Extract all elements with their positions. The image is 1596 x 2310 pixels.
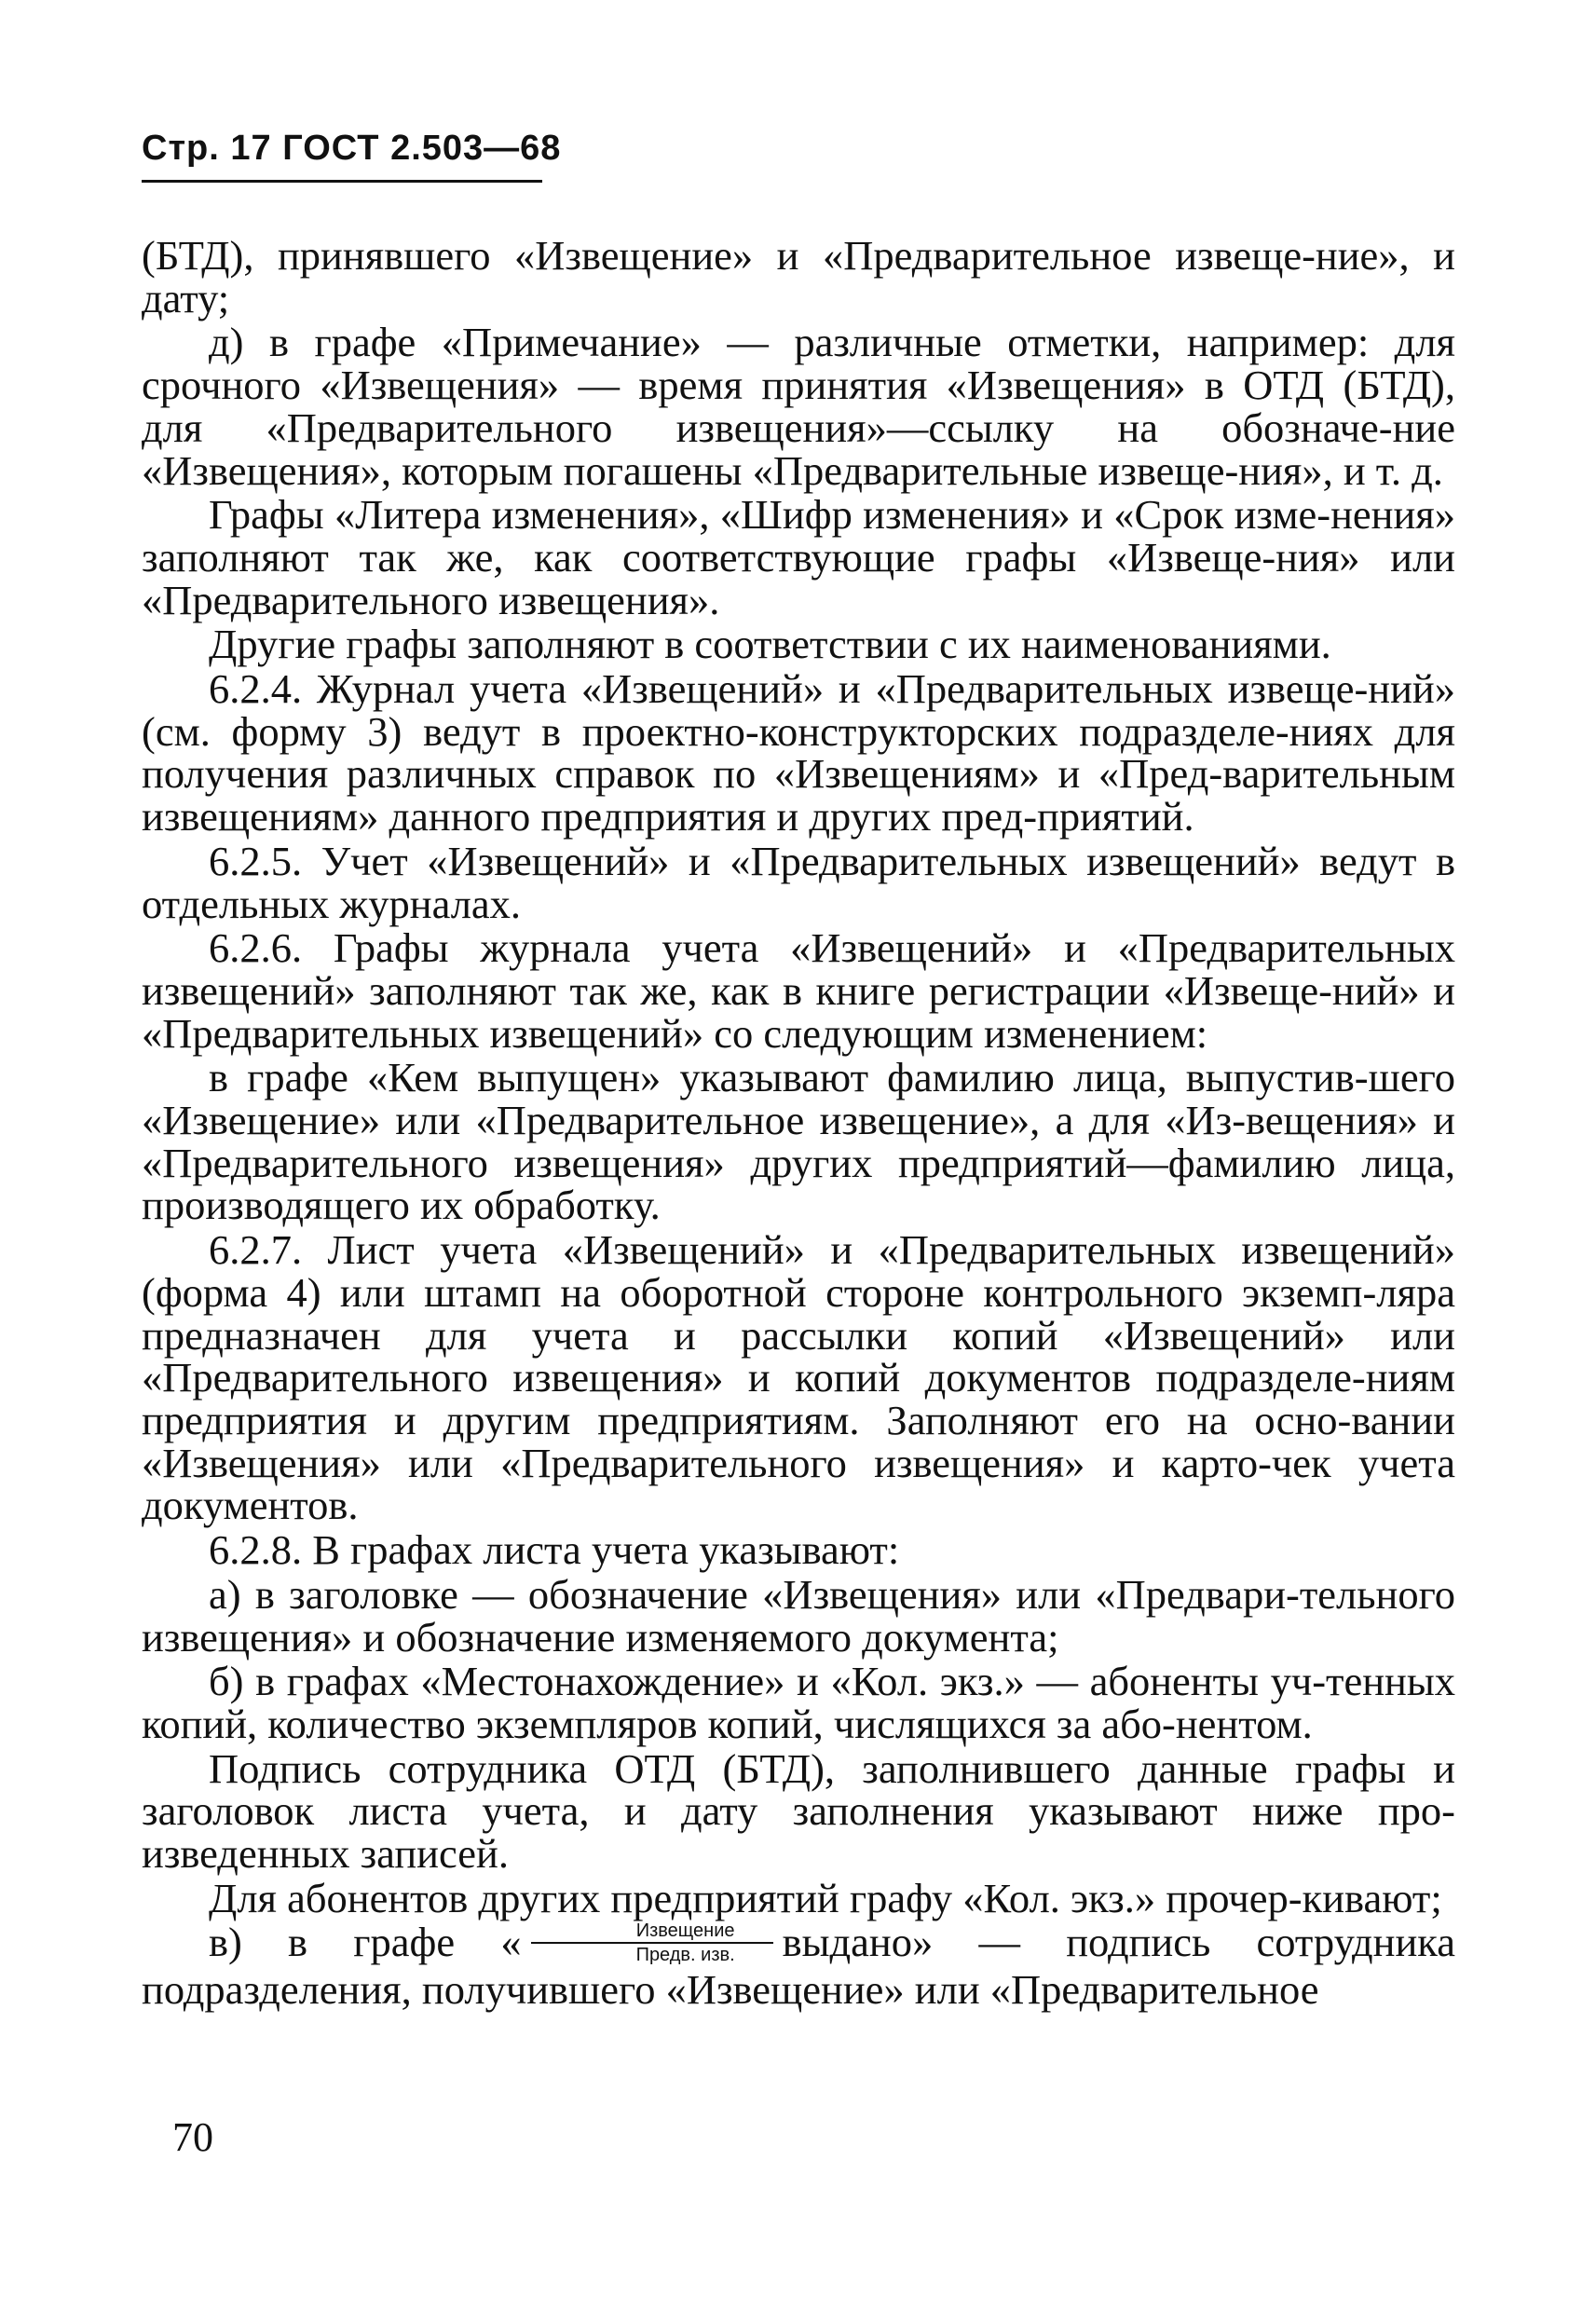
paragraph: Подпись сотрудника ОТД (БТД), заполнившего данные графы и заголовок листа учета, и дату заполнения указывают ниже про-изведенных записей. [142, 1744, 1455, 1878]
document-body [142, 232, 1456, 2014]
fraction-numerator: Извещение [635, 1920, 735, 1942]
paragraph: Другие графы заполняют в соответствии с их наименованиями. [209, 621, 1331, 668]
paragraph: 6.2.4. Журнал учета «Извещений» и «Предварительных извеще-ний» (см. форму 3) ведут в проектно-конструкторских подразделе-ниях для получения различных справок по «Извещениям» и «Пред-варительным извещениям» данного предприятия и других пред-приятий. [142, 665, 1455, 841]
last-paragraph [142, 1919, 1456, 2014]
paragraph: д) в графе «Примечание» — различные отметки, например: для срочного «Извещения» — время принятия «Извещения» в ОТД (БТД), для «Предварительного извещения»—ссылку на обозначе-ние «Извещения», которым погашены «Предварительные извеще-ния», и т. д. [142, 319, 1455, 494]
paragraph: 6.2.8. В графах листа учета указывают: [209, 1526, 900, 1574]
paragraph: 6.2.5. Учет «Извещений» и «Предварительных извещений» ведут в отдельных журналах. [142, 837, 1455, 927]
page-header: Стр. 17 ГОСТ 2.503—68 [142, 129, 562, 168]
last-paragraph-after: выдано» — подпись сотрудника подразделения, получившего «Извещение» или «Предварительное [142, 1919, 1456, 2014]
paragraph: в графе «Кем выпущен» указывают фамилию лица, выпустив-шего «Извещение» или «Предварительное извещение», а для «Из-вещения» и «Предварительного извещения» других предприятий—фамилию лица, производящего их обработку. [142, 1054, 1455, 1229]
page-number: 70 [172, 2114, 213, 2160]
fraction-denominator: Предв. изв. [635, 1945, 735, 1966]
paragraph: (БТД), принявшего «Извещение» и «Предварительное извеще-ние», и дату; [142, 232, 1455, 321]
paragraph: б) в графах «Местонахождение» и «Кол. экз.» — абоненты уч-тенных копий, количество экземпляров копий, числящихся за або-нентом. [142, 1658, 1455, 1747]
fraction-line [531, 1942, 773, 1944]
paragraph: Графы «Литера изменения», «Шифр изменения» и «Срок изме-нения» заполняют так же, как соответствующие графы «Извеще-ния» или «Предварительного извещения». [142, 491, 1455, 623]
paragraph: Для абонентов других предприятий графу «Кол. экз.» прочер-кивают; [209, 1874, 1442, 1921]
paragraph: а) в заголовке — обозначение «Извещения» или «Предвари-тельного извещения» и обозначение изменяемого документа; [142, 1570, 1455, 1661]
paragraph: 6.2.6. Графы журнала учета «Извещений» и «Предварительных извещений» заполняют так же, как в книге регистрации «Извеще-ний» и «Предварительных извещений» со следующим изменением: [142, 924, 1455, 1057]
header-rule [142, 180, 542, 183]
last-paragraph-before: в) в графе « [209, 1919, 522, 1966]
fraction [531, 1920, 773, 1965]
paragraph: 6.2.7. Лист учета «Извещений» и «Предварительных извещений» (форма 4) или штамп на оборотной стороне контрольного экземп-ляра предназначен для учета и рассылки копий «Извещений» или «Предварительного извещения» и копий документов подразделе-ниям предприятия и другим предприятиям. Заполняют его на осно-вании «Извещения» или «Предварительного извещения» и карто-чек учета документов. [142, 1226, 1455, 1529]
